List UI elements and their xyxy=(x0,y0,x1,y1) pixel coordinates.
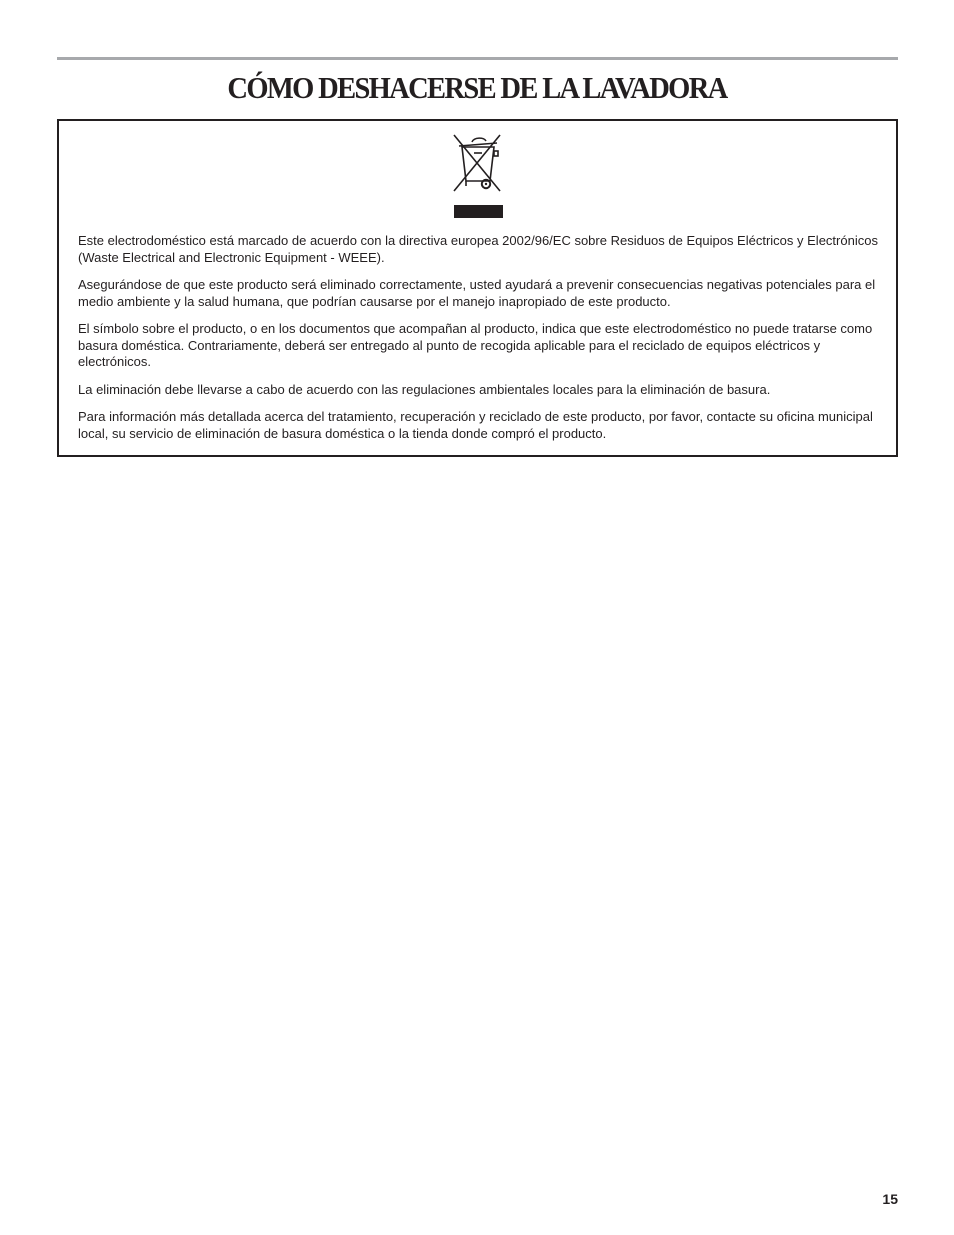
top-divider xyxy=(57,57,898,60)
weee-black-bar xyxy=(454,205,503,218)
page-title: CÓMO DESHACERSE DE LA LAVADORA xyxy=(227,70,727,105)
notice-paragraph: Este electrodoméstico está marcado de acuerdo con la directiva europea 2002/96/EC sobre Residuos de Equipos Eléctricos y Electrónicos (Waste Electrical and Electronic Equipment - WEEE). xyxy=(78,233,878,265)
notice-paragraph: El símbolo sobre el producto, o en los documentos que acompañan al producto, indica que este electrodoméstico no puede tratarse como basura doméstica. Contrariamente, deberá ser entregado al punto de recogida aplicable para el reciclado de equipos eléctricos y electrónicos. xyxy=(78,321,873,369)
page-number: 15 xyxy=(882,1191,898,1207)
notice-text xyxy=(78,233,878,453)
weee-notice-box xyxy=(57,119,898,457)
notice-paragraph: La eliminación debe llevarse a cabo de acuerdo con las regulaciones ambientales locales para la eliminación de basura. xyxy=(78,381,771,397)
crossed-out-wheelie-bin-icon xyxy=(452,133,508,195)
notice-paragraph: Para información más detallada acerca del tratamiento, recuperación y reciclado de este producto, por favor, contacte su oficina municipal local, su servicio de eliminación de basura doméstica o la tienda donde compró el producto. xyxy=(78,409,873,441)
notice-paragraph: Asegurándose de que este producto será eliminado correctamente, usted ayudará a prevenir consecuencias negativas potenciales para el medio ambiente y la salud humana, que podrían causarse por el manejo inapropiado de este producto. xyxy=(78,277,876,309)
